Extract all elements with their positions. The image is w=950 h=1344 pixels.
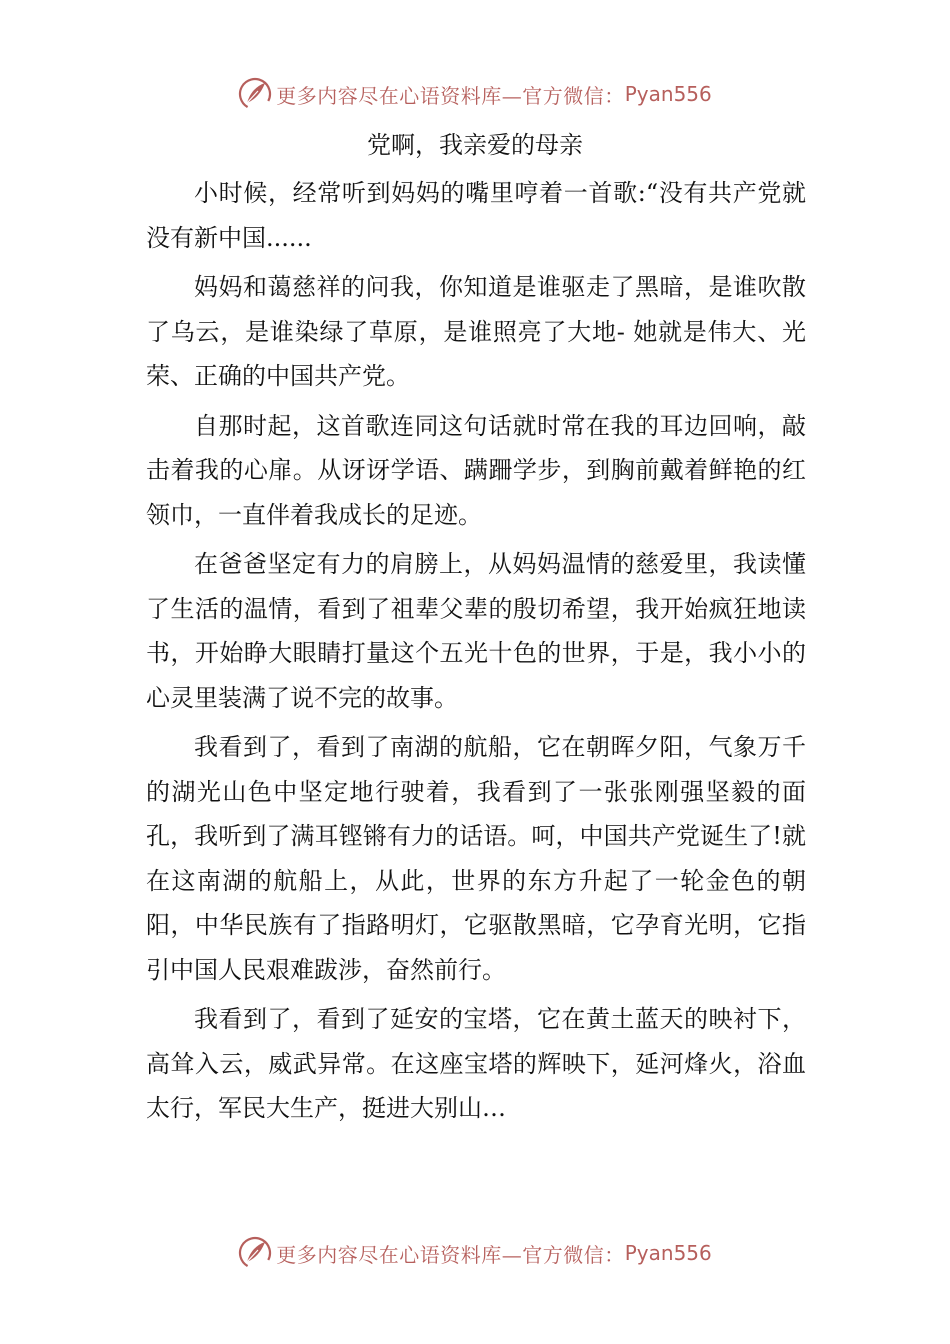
document-title: 党啊，我亲爱的母亲 [367, 131, 583, 159]
paragraph: 自那时起，这首歌连同这句话就时常在我的耳边回响，敲击着我的心扉。从讶讶学语、蹒跚学步，到胸前戴着鲜艳的红领巾，一直伴着我成长的足迹。 [146, 411, 806, 529]
paragraph: 我看到了，看到了延安的宝塔，它在黄土蓝天的映衬下，高耸入云，威武异常。在这座宝塔的辉映下，延河烽火，浴血太行，军民大生产，挺进大别山… [146, 1005, 806, 1122]
document-body [146, 171, 806, 1136]
footer-banner [0, 1233, 950, 1273]
paragraph: 小时候，经常听到妈妈的嘴里哼着一首歌:“没有共产党就没有新中国...... [146, 179, 806, 252]
paragraph: 我看到了，看到了南湖的航船，它在朝晖夕阳，气象万千的湖光山色中坚定地行驶着，我看到了一张张刚强坚毅的面孔，我听到了满耳铿锵有力的话语。呵，中国共产党诞生了!就在这南湖的航船上，从此，世界的东方升起了一轮金色的朝阳，中华民族有了指路明灯，它驱散黑暗，它孕育光明，它指引中国人民艰难跋涉，奋然前行。 [146, 733, 806, 984]
banner-text: 更多内容尽在心语资料库—官方微信： [276, 1242, 625, 1267]
banner-wechat-id: Pyan556 [624, 82, 712, 106]
paragraph: 在爸爸坚定有力的肩膀上，从妈妈温情的慈爱里，我读懂了生活的温情，看到了祖辈父辈的殷切希望，我开始疯狂地读书，开始睁大眼睛打量这个五光十色的世界，于是，我小小的心灵里装满了说不完的故事。 [146, 550, 806, 712]
quill-leaf-logo-icon [238, 1236, 272, 1270]
quill-leaf-logo-icon [238, 77, 272, 111]
banner-wechat-id: Pyan556 [624, 1241, 712, 1265]
paragraph: 妈妈和蔼慈祥的问我，你知道是谁驱走了黑暗，是谁吹散了乌云，是谁染绿了草原，是谁照亮了大地- 她就是伟大、光荣、正确的中国共产党。 [146, 273, 806, 390]
header-banner [0, 74, 950, 114]
banner-text: 更多内容尽在心语资料库—官方微信： [276, 83, 625, 108]
